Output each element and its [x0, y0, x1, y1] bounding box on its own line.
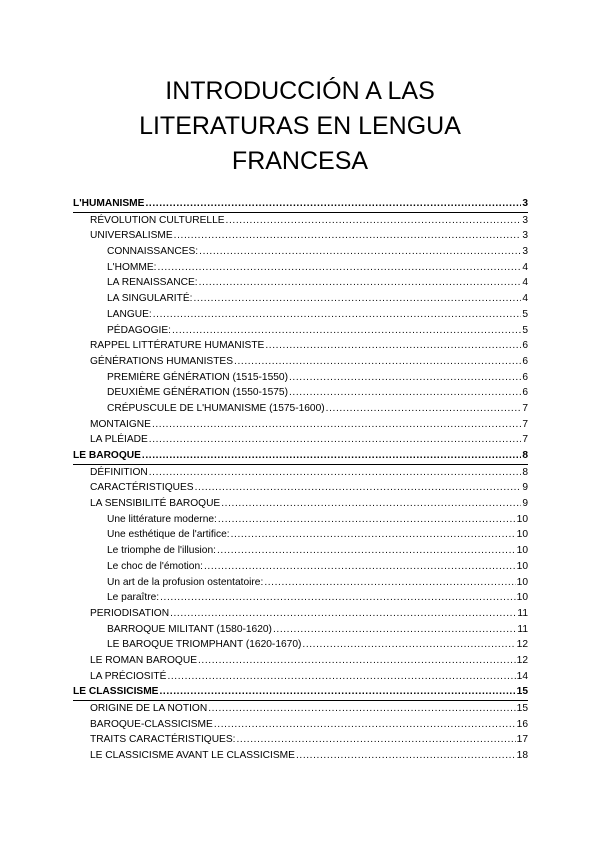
toc-entry-label: Un art de la profusion ostentatoire: — [107, 576, 264, 588]
toc-entry-label: LA RENAISSANCE: — [107, 277, 198, 289]
toc-page-number: 10 — [516, 576, 528, 588]
toc-dot-leader — [153, 307, 522, 323]
toc-dot-leader — [214, 717, 516, 733]
toc-entry[interactable] — [73, 622, 528, 638]
toc-section-entry[interactable] — [73, 448, 528, 465]
toc-entry[interactable] — [73, 559, 528, 575]
toc-entry[interactable] — [73, 370, 528, 386]
toc-dot-leader — [152, 417, 521, 433]
toc-entry[interactable] — [73, 432, 528, 448]
toc-entry-label: Le paraître: — [107, 592, 160, 604]
toc-page-number: 5 — [522, 324, 528, 336]
toc-page-number: 14 — [516, 670, 528, 682]
toc-entry[interactable] — [73, 527, 528, 543]
toc-entry[interactable] — [73, 590, 528, 606]
toc-dot-leader — [194, 291, 522, 307]
toc-page-number: 16 — [516, 718, 528, 730]
toc-dot-leader — [142, 448, 521, 464]
document-title — [0, 74, 600, 179]
toc-entry[interactable] — [73, 717, 528, 733]
toc-entry-label: LA PRÉCIOSITÉ — [90, 670, 167, 682]
toc-section-entry[interactable] — [73, 196, 528, 213]
toc-page-number: 9 — [522, 498, 528, 510]
toc-entry[interactable] — [73, 354, 528, 370]
toc-entry[interactable] — [73, 401, 528, 417]
toc-page-number: 18 — [516, 750, 528, 762]
toc-entry[interactable] — [73, 480, 528, 496]
toc-entry-label: BAROQUE-CLASSICISME — [90, 718, 213, 730]
toc-page-number: 15 — [516, 703, 528, 714]
toc-section-entry[interactable] — [73, 684, 528, 701]
toc-page-number: 5 — [522, 308, 528, 320]
toc-entry-label: PERIODISATION — [90, 607, 170, 619]
toc-entry-label: LA PLÉIADE — [90, 434, 148, 446]
toc-dot-leader — [198, 653, 516, 669]
toc-entry[interactable] — [73, 275, 528, 291]
toc-entry-label: RAPPEL LITTÉRATURE HUMANISTE — [90, 340, 265, 352]
toc-entry-label: LE BAROQUE TRIOMPHANT (1620-1670) — [107, 639, 302, 651]
toc-entry-label: DÉFINITION — [90, 466, 148, 478]
toc-page-number: 17 — [516, 734, 528, 746]
toc-page-number: 10 — [516, 560, 528, 572]
toc-dot-leader — [199, 275, 522, 291]
toc-dot-leader — [170, 606, 516, 622]
toc-page-number: 12 — [516, 639, 528, 651]
toc-entry[interactable] — [73, 637, 528, 653]
toc-entry[interactable] — [73, 338, 528, 354]
toc-dot-leader — [265, 338, 521, 354]
toc-dot-leader — [199, 244, 521, 260]
toc-page-number: 12 — [516, 654, 528, 666]
toc-page-number: 3 — [522, 214, 528, 226]
toc-entry-label: LE BAROQUE — [73, 450, 141, 461]
toc-entry[interactable] — [73, 748, 528, 764]
toc-page-number: 7 — [522, 402, 528, 414]
toc-entry[interactable] — [73, 669, 528, 685]
toc-entry[interactable] — [73, 291, 528, 307]
toc-entry[interactable] — [73, 385, 528, 401]
toc-entry-label: BARROQUE MILITANT (1580-1620) — [107, 623, 272, 635]
toc-entry[interactable] — [73, 543, 528, 559]
toc-page-number: 7 — [522, 434, 528, 446]
toc-entry-label: PREMIÈRE GÉNÉRATION (1515-1550) — [107, 371, 288, 383]
toc-entry-label: LE CLASSICISME AVANT LE CLASSICISME — [90, 750, 295, 762]
toc-page-number: 10 — [516, 529, 528, 541]
toc-entry[interactable] — [73, 575, 528, 591]
toc-dot-leader — [204, 559, 516, 575]
toc-entry[interactable] — [73, 213, 528, 229]
toc-entry-label: LA SINGULARITÉ: — [107, 293, 193, 305]
toc-dot-leader — [149, 465, 522, 481]
toc-dot-leader — [296, 748, 516, 764]
toc-entry-label: CRÉPUSCULE DE L'HUMANISME (1575-1600) — [107, 402, 325, 414]
toc-entry[interactable] — [73, 307, 528, 323]
toc-entry[interactable] — [73, 496, 528, 512]
toc-dot-leader — [273, 622, 516, 638]
toc-entry-label: TRAITS CARACTÉRISTIQUES: — [90, 734, 236, 746]
toc-page-number: 10 — [516, 513, 528, 525]
toc-entry-label: LANGUE: — [107, 308, 152, 320]
table-of-contents — [73, 196, 528, 764]
toc-dot-leader — [167, 669, 515, 685]
toc-dot-leader — [236, 732, 515, 748]
title-line-3: FRANCESA — [231, 147, 369, 175]
toc-entry[interactable] — [73, 228, 528, 244]
toc-entry-label: MONTAIGNE — [90, 418, 151, 430]
toc-dot-leader — [174, 228, 522, 244]
toc-entry-label: Le choc de l'émotion: — [107, 560, 203, 572]
toc-dot-leader — [149, 432, 522, 448]
toc-page-number: 6 — [522, 371, 528, 383]
toc-entry-label: L'HUMANISME — [73, 198, 145, 209]
title-line-1: INTRODUCCIÓN A LAS — [165, 77, 435, 105]
toc-page-number: 11 — [517, 623, 528, 635]
toc-entry[interactable] — [73, 606, 528, 622]
toc-page-number: 8 — [522, 466, 528, 478]
toc-dot-leader — [221, 496, 521, 512]
toc-dot-leader — [208, 701, 515, 717]
toc-page-number: 8 — [522, 450, 528, 461]
toc-entry[interactable] — [73, 653, 528, 669]
toc-dot-leader — [218, 512, 516, 528]
toc-entry-label: CARACTÉRISTIQUES — [90, 482, 194, 494]
title-line-2: LITERATURAS EN LENGUA — [139, 112, 461, 140]
toc-page-number: 7 — [522, 418, 528, 430]
toc-entry-label: DEUXIÈME GÉNÉRATION (1550-1575) — [107, 387, 288, 399]
toc-entry-label: Une esthétique de l'artifice: — [107, 529, 230, 541]
toc-dot-leader — [172, 323, 521, 339]
toc-entry-label: RÉVOLUTION CULTURELLE — [90, 214, 225, 226]
toc-page-number: 15 — [516, 686, 528, 698]
toc-page-number: 4 — [522, 293, 528, 305]
toc-entry[interactable] — [73, 323, 528, 339]
toc-dot-leader — [289, 385, 521, 401]
toc-entry-label: GÉNÉRATIONS HUMANISTES — [90, 355, 234, 367]
toc-page-number: 6 — [522, 340, 528, 352]
toc-dot-leader — [158, 260, 522, 276]
toc-dot-leader — [226, 213, 522, 229]
toc-entry[interactable] — [73, 244, 528, 260]
toc-entry[interactable] — [73, 512, 528, 528]
toc-entry-label: PÉDAGOGIE: — [107, 324, 171, 336]
toc-dot-leader — [159, 684, 515, 700]
toc-dot-leader — [217, 543, 516, 559]
toc-dot-leader — [195, 480, 522, 496]
toc-dot-leader — [264, 575, 515, 591]
toc-page-number: 10 — [516, 592, 528, 604]
toc-entry-label: LE CLASSICISME — [73, 686, 159, 698]
toc-page-number: 3 — [522, 246, 528, 258]
toc-dot-leader — [326, 401, 522, 417]
toc-entry[interactable] — [73, 465, 528, 481]
toc-entry-label: UNIVERSALISME — [90, 230, 173, 242]
toc-page-number: 11 — [517, 607, 528, 619]
toc-dot-leader — [231, 527, 516, 543]
toc-page-number: 9 — [522, 482, 528, 494]
toc-entry-label: LA SENSIBILITÉ BAROQUE — [90, 498, 221, 510]
toc-dot-leader — [302, 637, 515, 653]
toc-entry-label: ORIGINE DE LA NOTION — [90, 703, 208, 714]
toc-entry[interactable] — [73, 417, 528, 433]
toc-page-number: 3 — [522, 230, 528, 242]
toc-page-number: 6 — [522, 355, 528, 367]
toc-dot-leader — [289, 370, 521, 386]
toc-entry-label: CONNAISSANCES: — [107, 246, 199, 258]
toc-dot-leader — [234, 354, 521, 370]
toc-page-number: 10 — [516, 545, 528, 557]
toc-page-number: 3 — [522, 198, 528, 209]
toc-entry[interactable] — [73, 701, 528, 717]
toc-entry-label: Le triomphe de l'illusion: — [107, 545, 216, 557]
toc-entry[interactable] — [73, 732, 528, 748]
toc-page-number: 4 — [522, 277, 528, 289]
toc-page-number: 6 — [522, 387, 528, 399]
toc-entry[interactable] — [73, 260, 528, 276]
toc-entry-label: L'HOMME: — [107, 261, 157, 273]
toc-entry-label: LE ROMAN BAROQUE — [90, 654, 197, 666]
toc-dot-leader — [145, 196, 521, 212]
toc-entry-label: Une littérature moderne: — [107, 513, 217, 525]
toc-dot-leader — [160, 590, 516, 606]
toc-page-number: 4 — [522, 261, 528, 273]
